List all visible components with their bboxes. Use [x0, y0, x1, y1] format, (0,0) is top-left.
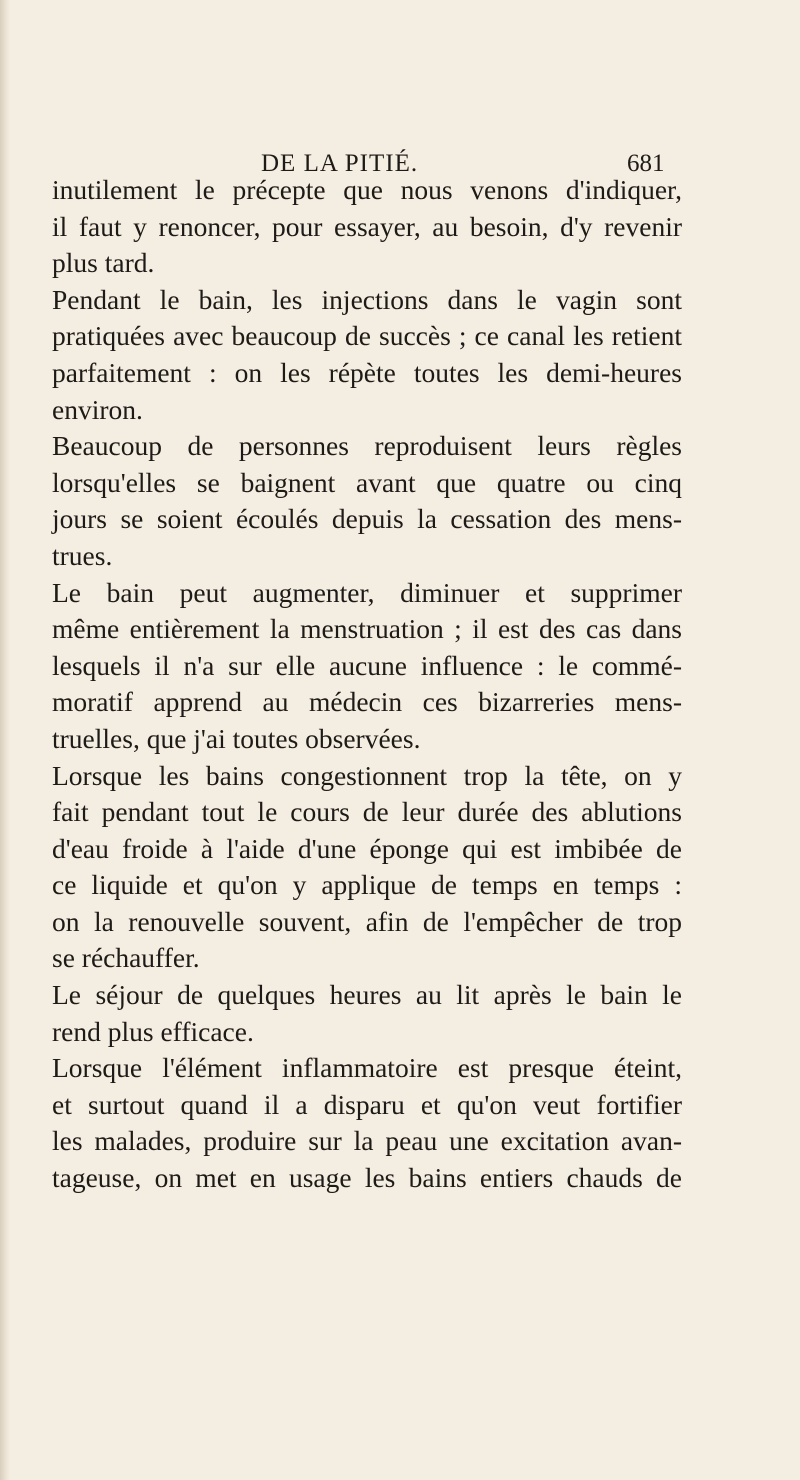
body-text	[52, 172, 682, 1197]
text-line: il faut y renoncer, pour essayer, au besoin, d'y revenir	[52, 210, 682, 242]
text-line: et surtout quand il a disparu et qu'on veut fortifier	[52, 1088, 682, 1120]
text-line: Lorsque l'élément inflammatoire est presque éteint,	[52, 1052, 682, 1084]
page-number: 681	[627, 150, 665, 177]
text-line: pratiquées avec beaucoup de succès ; ce canal les retient	[52, 320, 682, 352]
text-line: même entièrement la menstruation ; il est des cas dans	[52, 613, 682, 645]
text-line: truelles, que j'ai toutes observées.	[52, 722, 421, 754]
binding-edge	[0, 0, 10, 1480]
text-line: rend plus efficace.	[52, 1015, 254, 1047]
text-line: parfaitement : on les répète toutes les demi-heures	[52, 356, 682, 388]
text-line: Beaucoup de personnes reproduisent leurs règles	[52, 430, 682, 462]
text-line: environ.	[52, 393, 143, 425]
text-line: on la renouvelle souvent, afin de l'empêcher de trop	[52, 905, 682, 937]
text-line: Pendant le bain, les injections dans le vagin sont	[52, 283, 682, 315]
text-line: inutilement le précepte que nous venons d'indiquer,	[52, 174, 682, 205]
text-line: ce liquide et qu'on y applique de temps en temps :	[52, 869, 682, 901]
text-line: d'eau froide à l'aide d'une éponge qui est imbibée de	[52, 832, 682, 864]
text-line: lorsqu'elles se baignent avant que quatre ou cinq	[52, 466, 682, 498]
text-line: moratif apprend au médecin ces bizarreries mens-	[52, 686, 682, 718]
text-line: lesquels il n'a sur elle aucune influence : le commé-	[52, 649, 682, 681]
text-line: fait pendant tout le cours de leur durée des ablutions	[52, 796, 682, 828]
text-line: les malades, produire sur la peau une excitation avan-	[52, 1125, 682, 1157]
text-line: trues.	[52, 539, 113, 571]
text-line: Le bain peut augmenter, diminuer et supprimer	[52, 576, 682, 608]
text-line: tageuse, on met en usage les bains entiers chauds de	[52, 1162, 682, 1194]
text-line: plus tard.	[52, 247, 155, 279]
text-line: Le séjour de quelques heures au lit après le bain le	[52, 979, 682, 1011]
text-line: Lorsque les bains congestionnent trop la tête, on y	[52, 759, 682, 791]
running-head: DE LA PITIÉ.	[261, 150, 419, 177]
text-line: se réchauffer.	[52, 942, 200, 974]
text-line: jours se soient écoulés depuis la cessation des mens-	[52, 503, 682, 535]
